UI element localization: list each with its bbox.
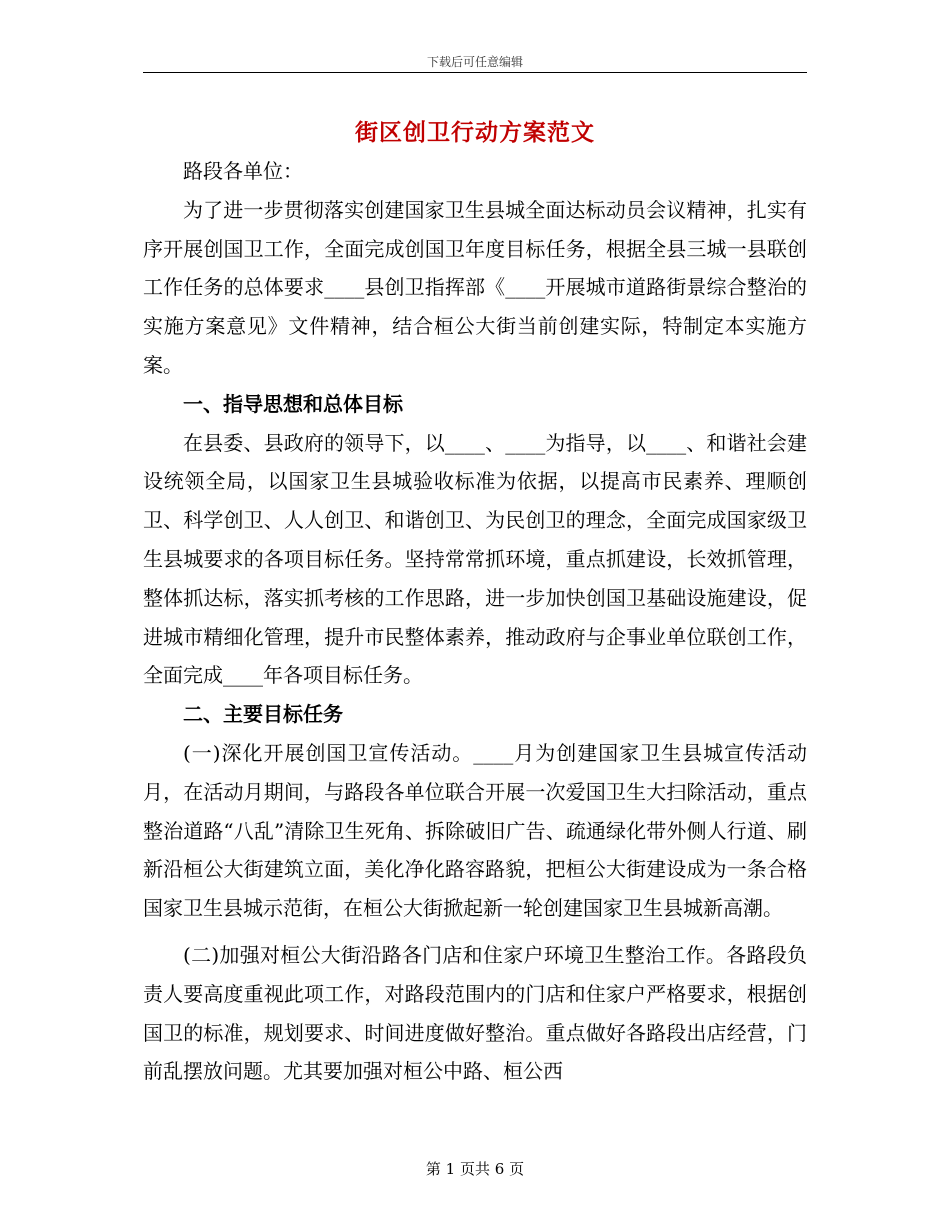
page-header: 下载后可任意编辑 (426, 55, 523, 69)
document-title: 街区创卫行动方案范文 (355, 119, 595, 146)
document-body (143, 152, 807, 1091)
intro-paragraph: 为了进一步贯彻落实创建国家卫生县城全面达标动员会议精神，扎实有序开展创国卫工作，全面完成创国卫年度目标任务，根据全县三城一县联创工作任务的总体要求____县创卫指挥部《____开展城市道路街景综合整治的实施方案意见》文件精神，结合桓公大街当前创建实际，特制定本实施方案。 (143, 197, 807, 377)
section-1-paragraph: 在县委、县政府的领导下，以____、____为指导，以____、和谐社会建设统领全局，以国家卫生县城验收标准为依据，以提高市民素养、理顺创卫、科学创卫、人人创卫、和谐创卫、为民创卫的理念，全面完成国家级卫生县城要求的各项目标任务。坚持常常抓环境，重点抓建设，长效抓管理，整体抓达标，落实抓考核的工作思路，进一步加快创国卫基础设施建设，促进城市精细化管理，提升市民整体素养，推动政府与企事业单位联创工作，全面完成____年各项目标任务。 (143, 430, 807, 688)
page-number: 第 1 页共 6 页 (425, 1160, 525, 1178)
task-item-1: (一)深化开展创国卫宣传活动。____月为创建国家卫生县城宣传活动月，在活动月期间，与路段各单位联合开展一次爱国卫生大扫除活动，重点整治道路“八乱”清除卫生死角、拆除破旧广告、疏通绿化带外侧人行道、刷新沿桓公大街建筑立面，美化净化路容路貌，把桓公大街建设成为一条合格国家卫生县城示范街，在桓公大街掀起新一轮创建国家卫生县城新高潮。 (143, 740, 807, 921)
task-item-2: (二)加强对桓公大街沿路各门店和住家户环境卫生整治工作。各路段负责人要高度重视此项工作，对路段范围内的门店和住家户严格要求，根据创国卫的标准，规划要求、时间进度做好整治。重点做好各路段出店经营，门前乱摆放问题。尤其要加强对桓公中路、桓公西 (143, 942, 807, 1084)
salutation: 路段各单位： (183, 159, 303, 183)
section-1-heading: 一、指导思想和总体目标 (183, 391, 403, 416)
header-divider (143, 72, 807, 73)
section-2-heading: 二、主要目标任务 (183, 702, 343, 727)
